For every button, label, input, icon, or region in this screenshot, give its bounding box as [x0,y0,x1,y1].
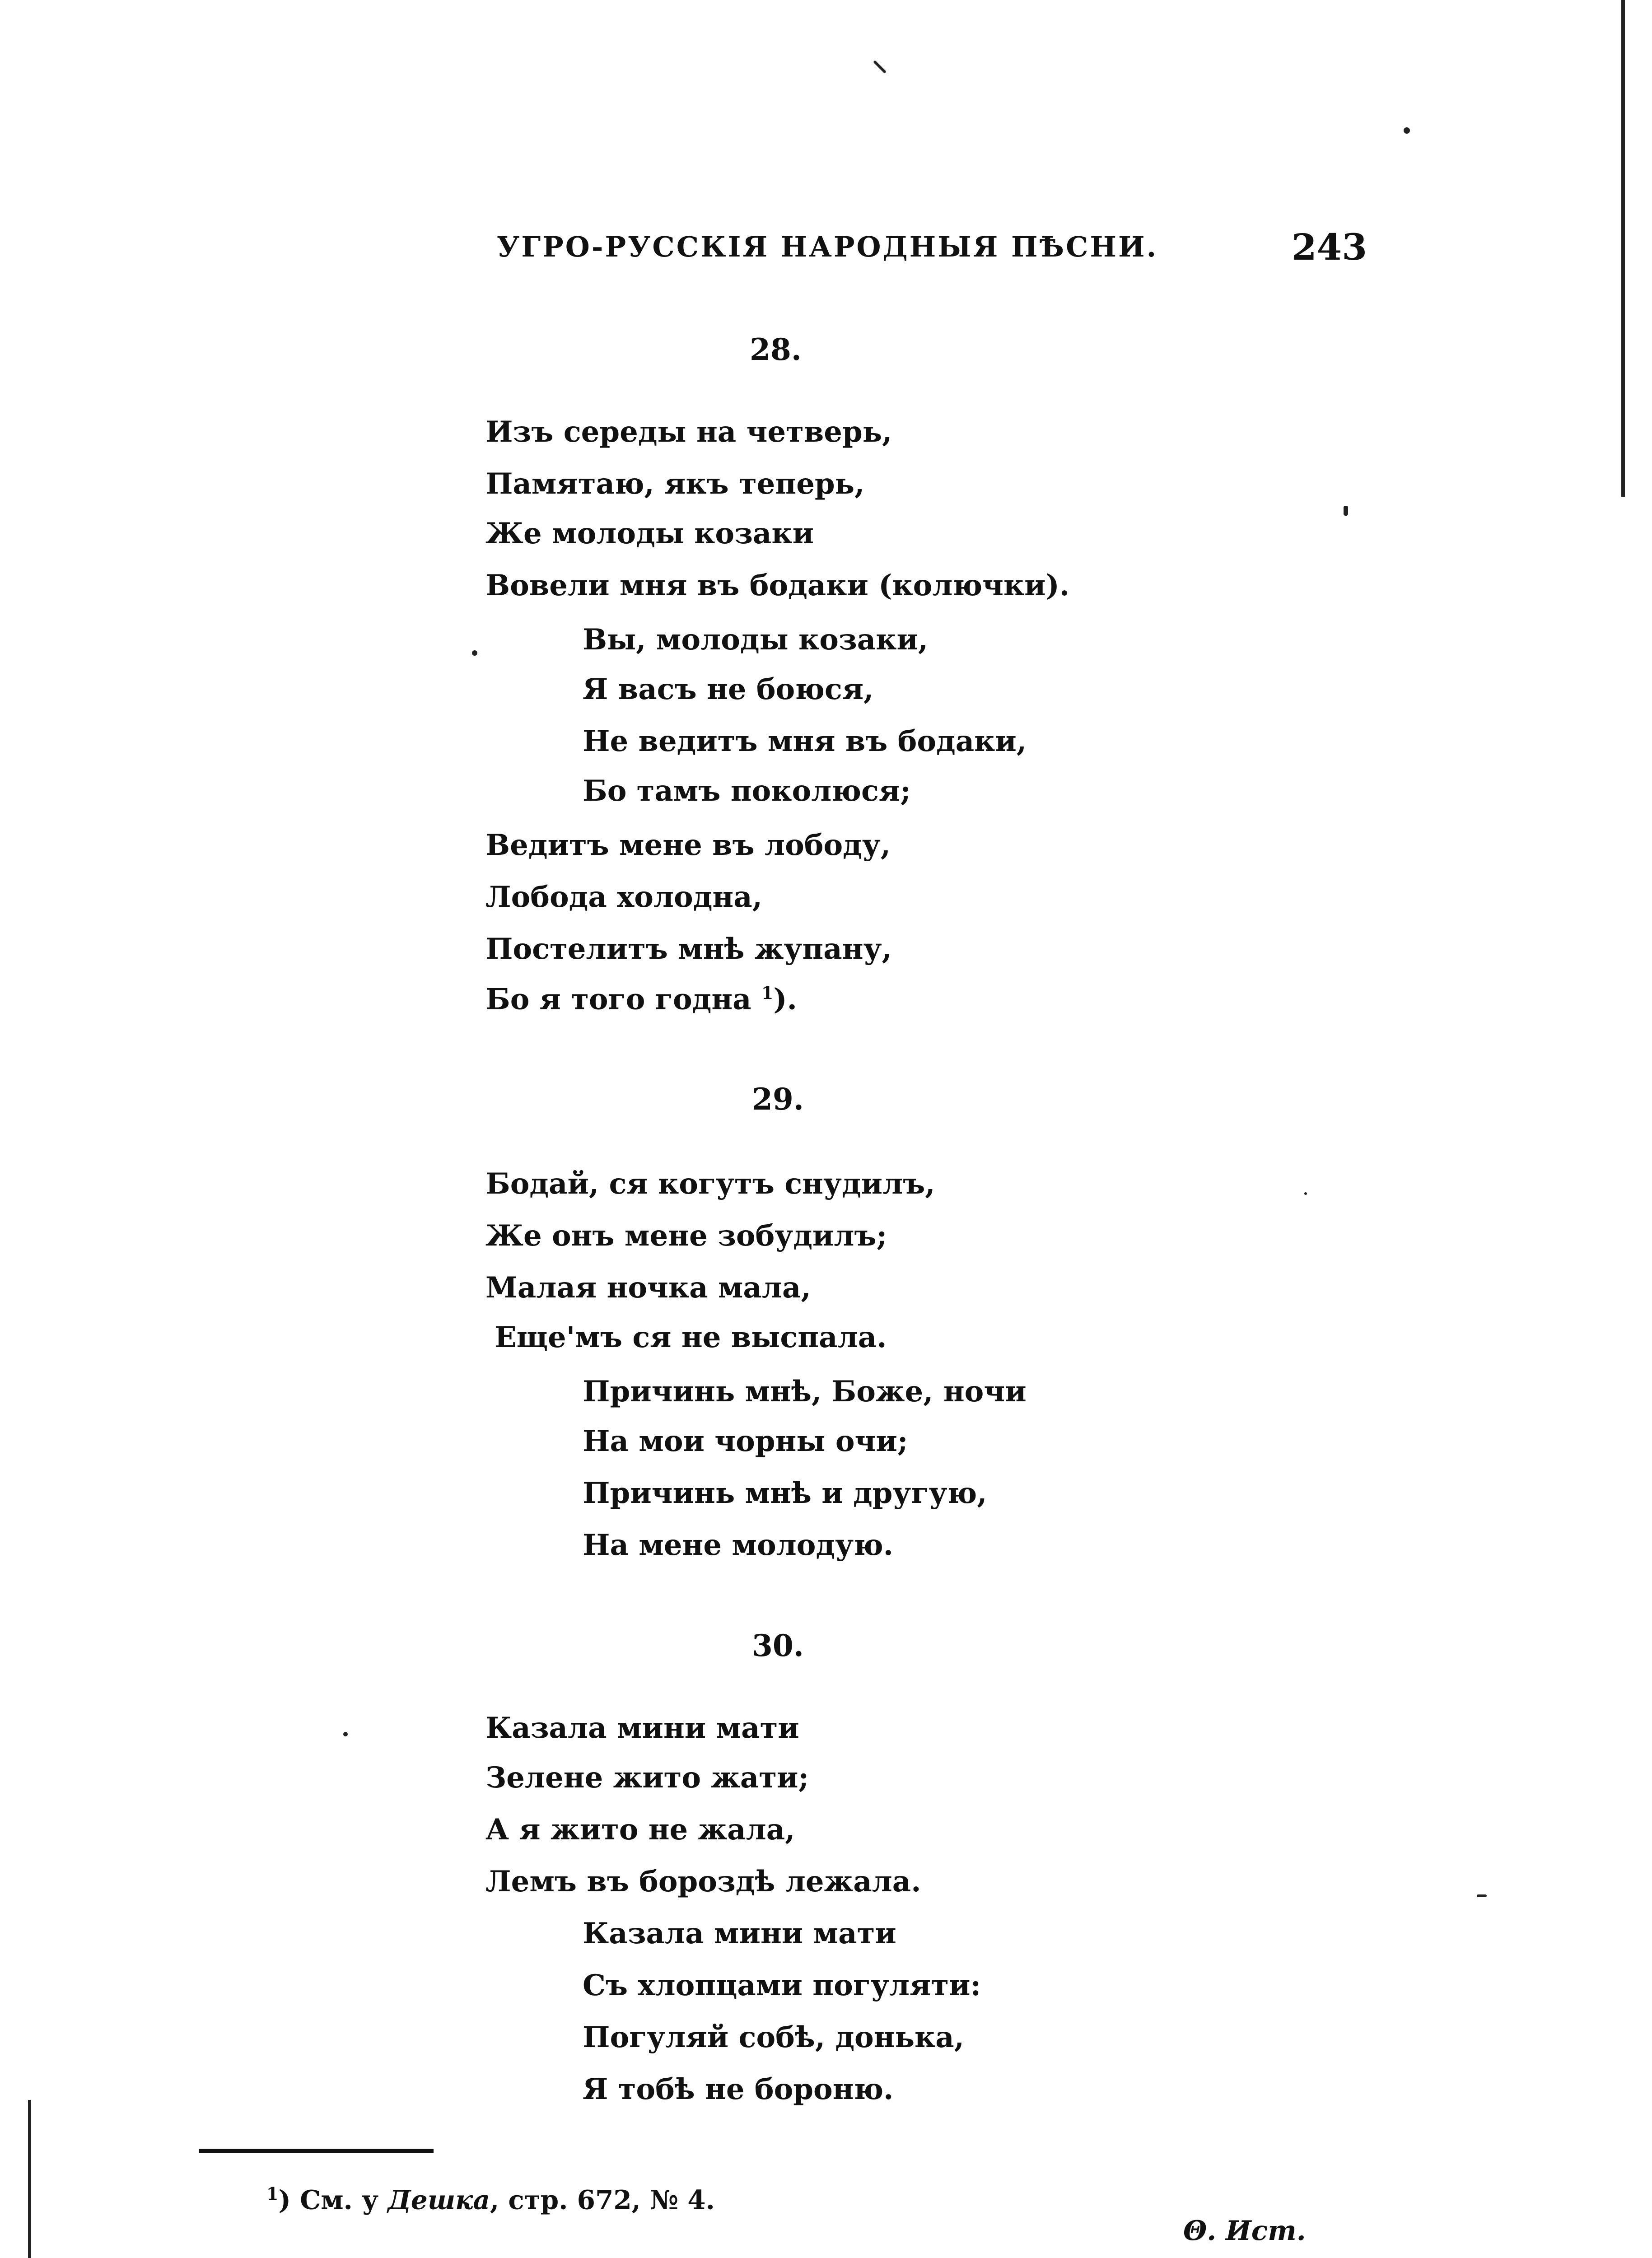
verse-line: Лобода холодна, [485,880,762,914]
verse-line: Причинь мнѣ, Боже, ночи [583,1375,1027,1409]
verse-line: А я жито не жала, [485,1813,795,1847]
poem-number: 29. [752,1082,804,1117]
verse-line: Же онъ мене зобудилъ; [485,1219,887,1253]
signature: Θ. Ист. [1183,2215,1306,2247]
scan-speck [1344,506,1348,516]
verse-line-with-footnote [485,982,797,1017]
verse-line: На мои чорны очи; [583,1424,908,1458]
verse-line: Я тобѣ не бороню. [583,2072,894,2106]
verse-line: Лемъ въ бороздѣ лежала. [485,1865,921,1899]
verse-line: Постелитъ мнѣ жупану, [485,932,892,966]
scan-speck [1404,127,1410,134]
verse-line: Изъ середы на четверь, [485,415,892,449]
verse-line: Я васъ не боюся, [583,672,874,706]
verse-line: Бодай, ся когутъ снудилъ, [485,1167,935,1201]
footnote-reference: 1 [761,983,774,1003]
running-title: УГРО-РУССКIЯ НАРОДНЫЯ ПѢСНИ. [497,230,1158,263]
page-number: 243 [1292,226,1367,268]
scan-speck [343,1732,348,1736]
verse-line: Казала мини мати [485,1711,799,1745]
footnote-mark: 1 [266,2183,279,2204]
verse-line: Причинь мнѣ и другую, [583,1476,987,1510]
scan-speck [873,60,887,74]
footnote-prefix: ) См. у [278,2184,388,2216]
verse-line: Съ хлопцами погуляти: [583,1969,981,2002]
scan-speck [1477,1894,1487,1897]
footnote-source: Дешка [387,2184,490,2216]
verse-line: Ведитъ мене въ лободу, [485,828,891,862]
verse-line: Погуляй собѣ, донька, [583,2020,964,2054]
scan-speck [1304,1192,1307,1195]
footnote [266,2183,715,2215]
footnote-reference-text: , стр. 672, № 4. [490,2184,715,2216]
verse-line: Зелене жито жати; [485,1761,809,1795]
poem-number: 28. [750,332,802,367]
verse-line: На мене молодую. [583,1528,893,1562]
verse-line: Вы, молоды козаки, [583,623,929,657]
verse-line: Еще'мъ ся не выспала. [495,1320,887,1354]
verse-line: Же молоды козаки [485,517,814,551]
verse-line: Бо тамъ поколюся; [583,774,911,808]
verse-text: Бо я того годна [485,982,751,1017]
verse-line: Памятаю, якъ теперь, [485,467,865,501]
verse-line: Вовели мня въ бодаки (колючки). [485,569,1070,602]
verse-line: Малая ночка мала, [485,1271,811,1305]
verse-line: Не ведитъ мня въ бодаки, [583,724,1027,758]
footnote-rule [199,2149,434,2153]
scan-edge-left [28,2100,31,2258]
poem-number: 30. [752,1628,804,1663]
verse-line: Казала мини мати [583,1917,896,1950]
scan-edge-right [1621,0,1625,497]
scan-speck [472,650,477,656]
verse-punctuation: ). [773,982,797,1017]
